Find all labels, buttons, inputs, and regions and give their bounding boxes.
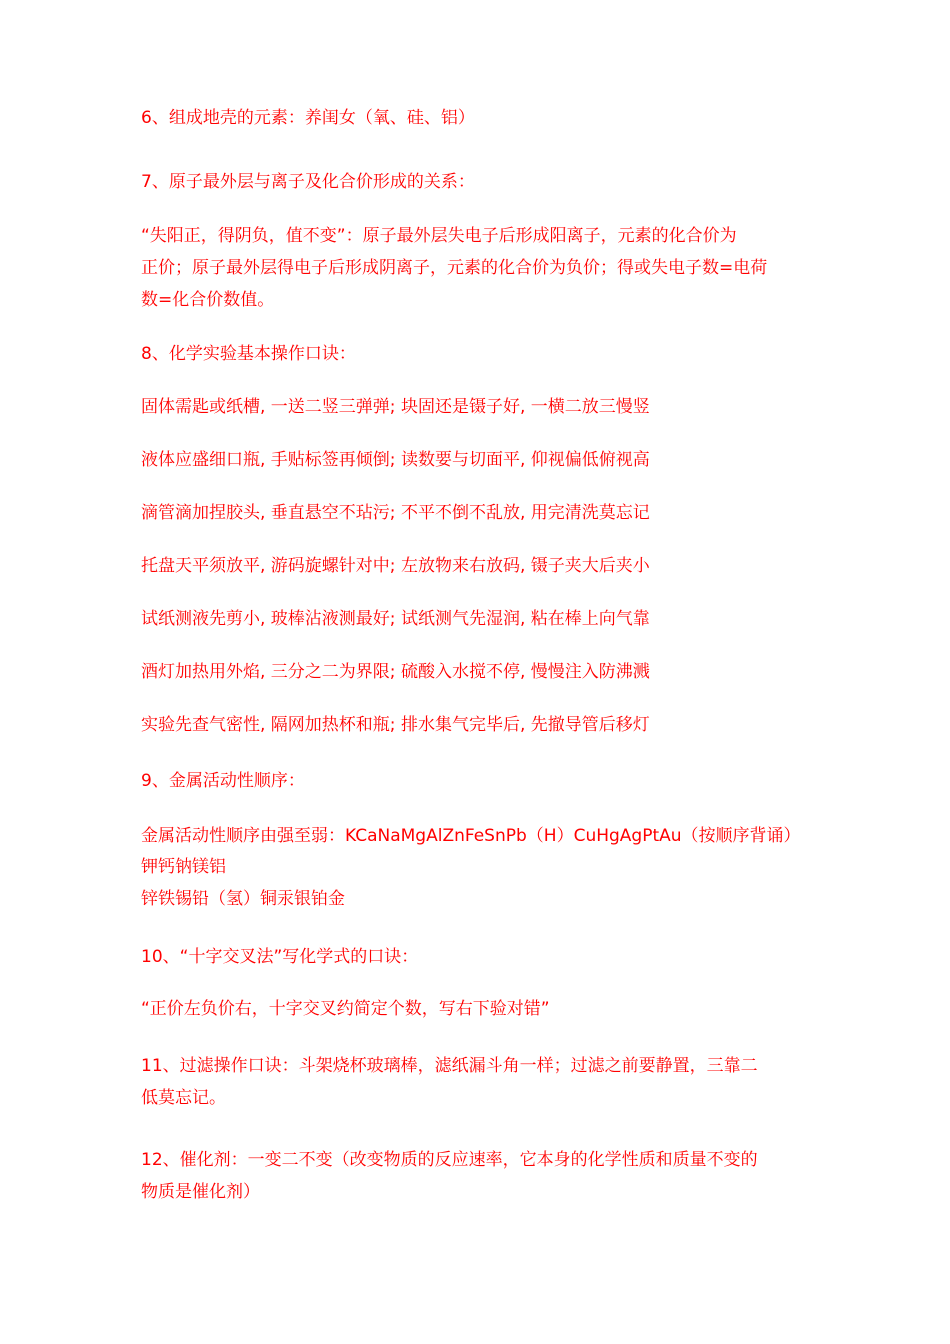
item-7-text-line-2: 正价；原子最外层得电子后形成阴离子，元素的化合价为负价；得或失电子数=电荷	[141, 258, 768, 278]
item-11-text-line-2: 低莫忘记。	[141, 1088, 226, 1108]
item-10-heading: 10、“十字交叉法”写化学式的口诀：	[141, 947, 419, 967]
cross-method-rhyme: “正价左负价右，十字交叉约简定个数，写右下验对错”	[141, 999, 550, 1019]
item-11-text-line-1: 11、过滤操作口诀：斗架烧杯玻璃棒，滤纸漏斗角一样；过滤之前要静置，三靠二	[141, 1056, 758, 1076]
metal-activity-mnemonic-1: 钾钙钠镁铝	[141, 857, 226, 877]
item-7-text-line-1: “失阳正，得阴负，值不变”：原子最外层失电子后形成阳离子，元素的化合价为	[141, 226, 737, 246]
rhyme-liquid: 液体应盛细口瓶, 手贴标签再倾倒; 读数要与切面平, 仰视偏低俯视高	[141, 450, 650, 470]
item-6-earth-crust-elements: 6、组成地壳的元素：养闺女（氧、硅、铝）	[141, 108, 475, 128]
rhyme-test-paper: 试纸测液先剪小, 玻棒沾液测最好; 试纸测气先湿润, 粘在棒上向气靠	[141, 609, 650, 629]
metal-activity-series: 金属活动性顺序由强至弱：KCaNaMgAlZnFeSnPb（H）CuHgAgPtAu（按顺序背诵）	[141, 826, 801, 846]
item-8-heading: 8、化学实验基本操作口诀：	[141, 344, 356, 364]
item-12-text-line-2: 物质是催化剂）	[141, 1182, 260, 1202]
item-12-text-line-1: 12、催化剂：一变二不变（改变物质的反应速率，它本身的化学性质和质量不变的	[141, 1150, 758, 1170]
rhyme-alcohol-lamp: 酒灯加热用外焰, 三分之二为界限; 硫酸入水搅不停, 慢慢注入防沸溅	[141, 662, 650, 682]
item-7-heading: 7、原子最外层与离子及化合价形成的关系：	[141, 172, 475, 192]
metal-activity-mnemonic-2: 锌铁锡铅（氢）铜汞银铂金	[141, 889, 345, 909]
item-9-heading: 9、金属活动性顺序：	[141, 771, 305, 791]
rhyme-solid: 固体需匙或纸槽, 一送二竖三弹弹; 块固还是镊子好, 一横二放三慢竖	[141, 397, 650, 417]
item-7-text-line-3: 数=化合价数值。	[141, 290, 275, 310]
rhyme-airtightness: 实验先查气密性, 隔网加热杯和瓶; 排水集气完毕后, 先撤导管后移灯	[141, 715, 650, 735]
rhyme-dropper: 滴管滴加捏胶头, 垂直悬空不玷污; 不平不倒不乱放, 用完清洗莫忘记	[141, 503, 650, 523]
rhyme-balance: 托盘天平须放平, 游码旋螺针对中; 左放物来右放码, 镊子夹大后夹小	[141, 556, 650, 576]
